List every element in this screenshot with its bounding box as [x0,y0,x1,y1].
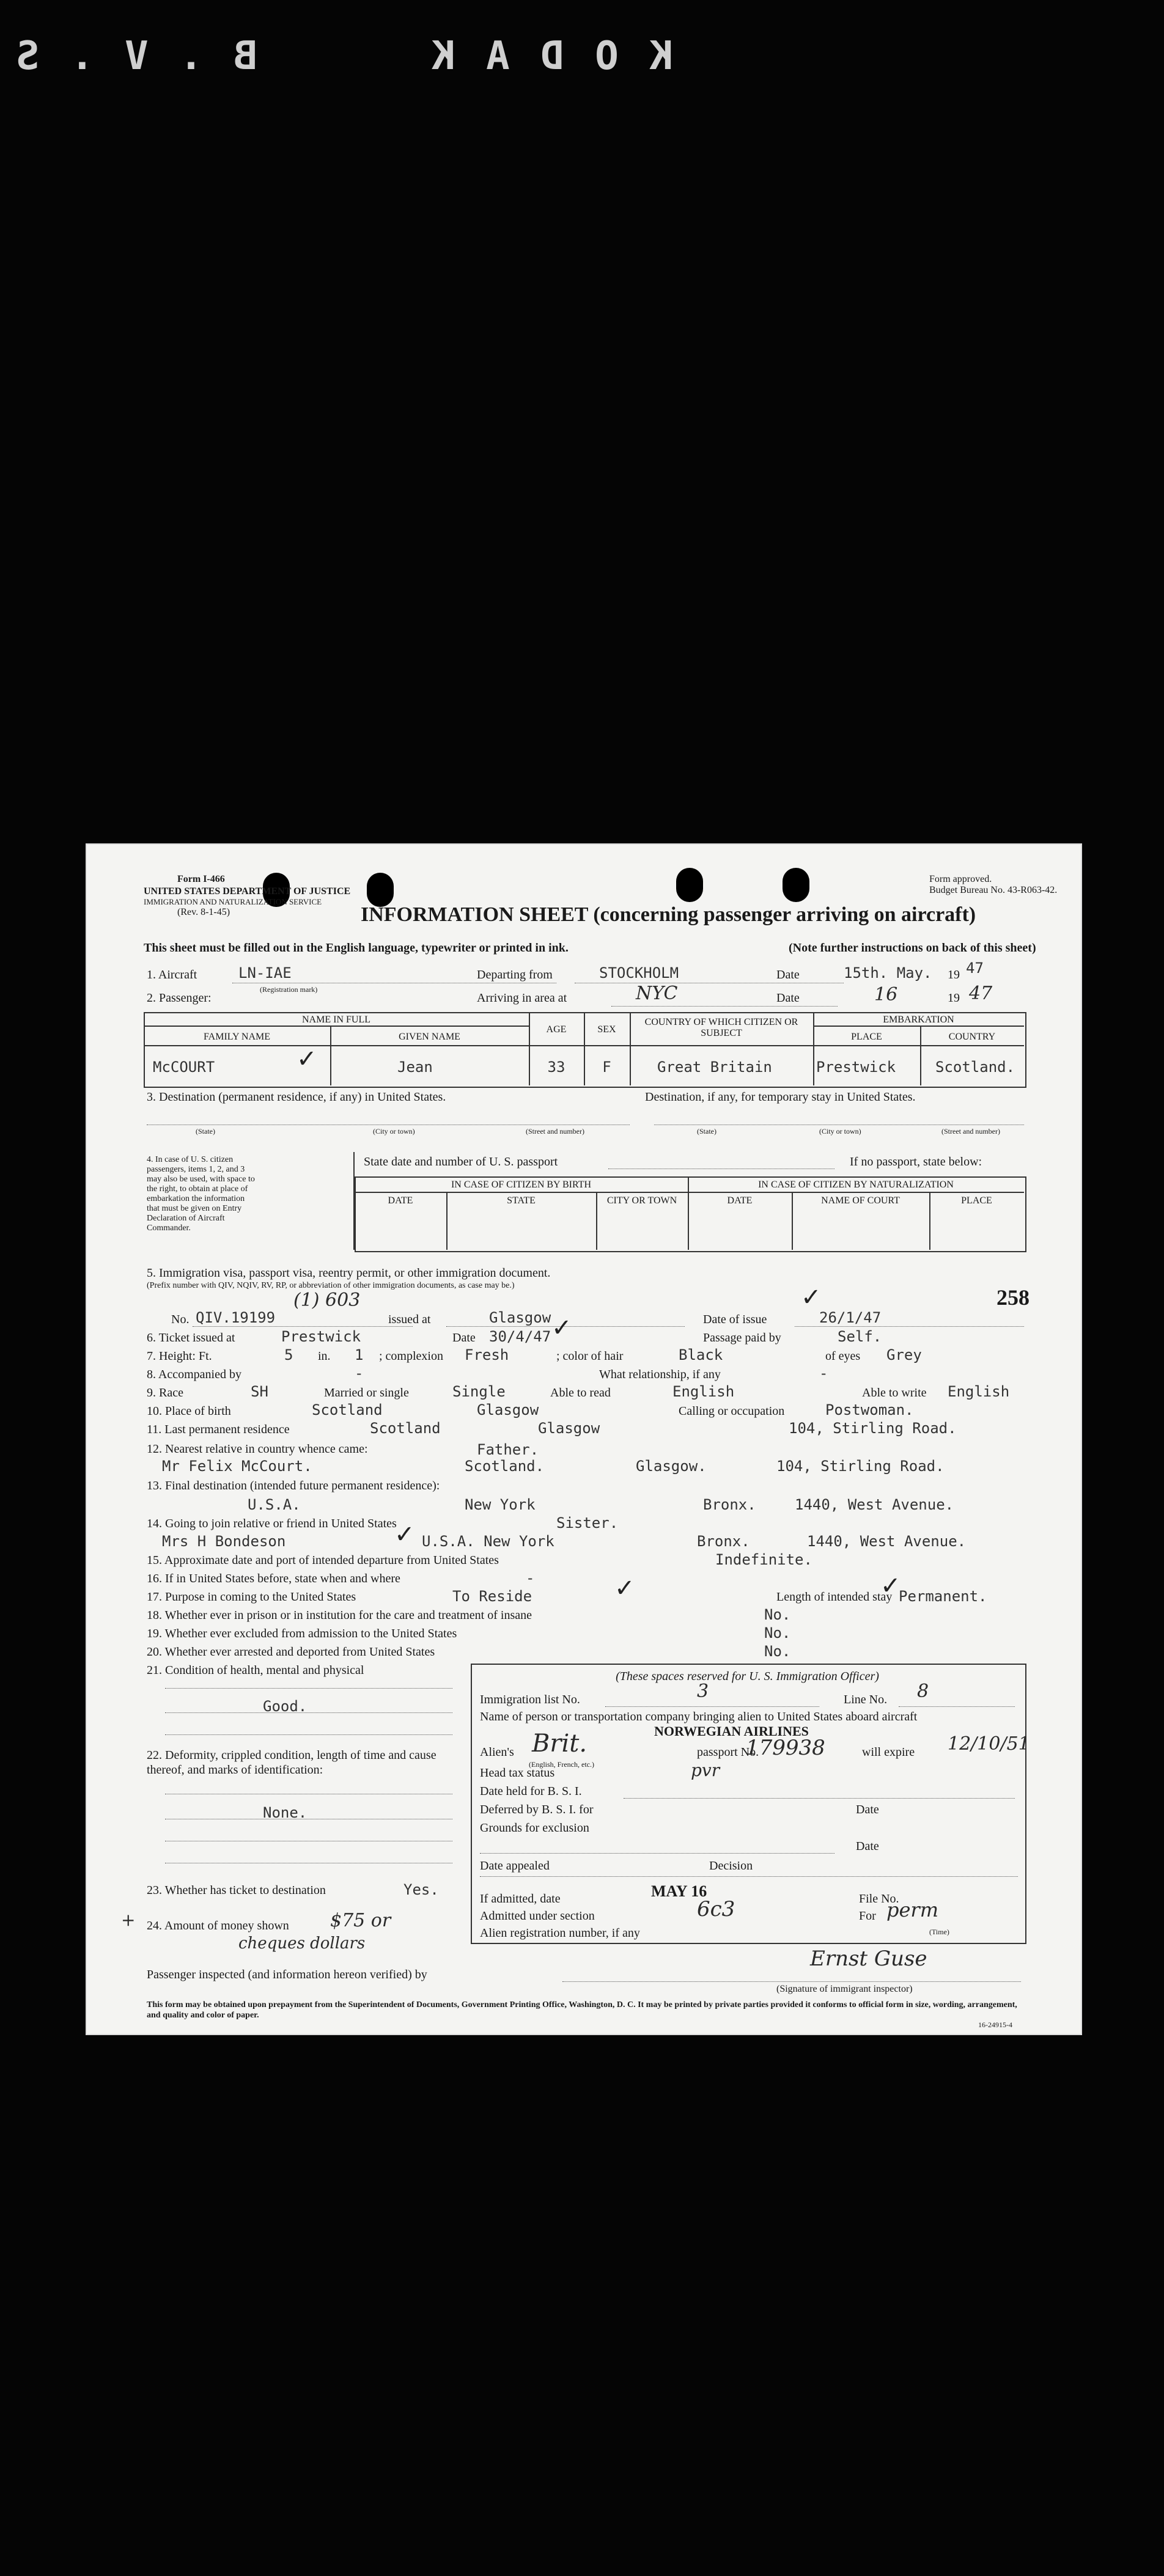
item10-country-value: Scotland [312,1401,383,1418]
officer-decision: Decision [709,1859,753,1873]
officer-appealed: Date appealed [480,1859,550,1873]
nat-place-header: PLACE [961,1195,992,1206]
item12-country-value: Scotland. [465,1458,545,1475]
item16-value: - [526,1569,535,1587]
officer-aliens-value: Brit. [532,1730,588,1758]
nat-date-header: DATE [727,1195,753,1206]
country-citizen-header: COUNTRY OF WHICH CITIZEN OR SUBJECT [644,1017,798,1038]
item17-label: 17. Purpose in coming to the United States [147,1590,356,1604]
item23-label: 23. Whether has ticket to destination [147,1884,326,1897]
given-name-header: GIVEN NAME [399,1032,460,1042]
item22-label: 22. Deformity, crippled condition, length of time and cause thereof, and marks of identification: [147,1749,437,1777]
item14-relation-value: Sister. [556,1514,619,1532]
item3-temp-state: (State) [697,1127,716,1136]
officer-section: Admitted under section [480,1909,595,1923]
information-sheet [86,843,1082,2035]
officer-for-value: perm [886,1898,939,1921]
officer-expire-label: will expire [862,1745,915,1759]
page-title: INFORMATION SHEET (concerning passenger arriving on aircraft) [361,903,976,926]
registration-mark: (Registration mark) [260,985,318,994]
item5-no-label: No. [171,1313,190,1326]
officer-date-stamp: MAY 16 [651,1882,707,1900]
family-name-value: McCOURT [153,1059,215,1076]
item11-country-value: Scotland [370,1420,441,1437]
plus-mark: + [121,1910,136,1930]
item7-hair-value: Black [679,1346,723,1363]
inspector-signature: Ernst Guse [810,1947,927,1971]
item3-temp-street: (Street and number) [941,1127,1000,1136]
item9-married-label: Married or single [324,1386,409,1400]
item3-state: (State) [196,1127,215,1136]
item9-write-label: Able to write [862,1386,927,1400]
item20-label: 20. Whether ever arrested and deported from United States [147,1645,435,1659]
officer-expire-value: 12/10/51 [948,1733,1030,1755]
officer-head-tax: Head tax status [480,1766,555,1780]
item9-read-label: Able to read [550,1386,611,1400]
officer-aliens-label: Alien's [480,1745,514,1759]
officer-company: NORWEGIAN AIRLINES [654,1723,809,1739]
item12-name-value: Mr Felix McCourt. [162,1458,312,1475]
item12-city-value: Glasgow. [636,1458,707,1475]
item5-prefix: (Prefix number with QIV, NQIV, RV, RP, or abbreviation of other immigration documents, as case may be.) [147,1281,515,1290]
item21-label: 21. Condition of health, mental and physical [147,1664,364,1677]
item15-value: Indefinite. [715,1551,812,1568]
citizen-birth-header: IN CASE OF CITIZEN BY BIRTH [451,1180,592,1190]
item12-label: 12. Nearest relative in country whence came: [147,1442,368,1456]
item6-label: 6. Ticket issued at [147,1331,235,1345]
note: (Note further instructions on back of this sheet) [789,941,1036,955]
departing-value: STOCKHOLM [599,964,679,982]
item12-relation-value: Father. [477,1441,539,1458]
item13-street-value: 1440, West Avenue. [795,1496,954,1513]
officer-line-no-value: 8 [917,1681,929,1702]
item17-value: To Reside [452,1588,532,1605]
date-label: Date [776,968,800,982]
item8-relationship-value: - [819,1365,828,1382]
birth-date-header: DATE [388,1195,413,1206]
nat-court-header: NAME OF COURT [821,1195,900,1206]
item7-hair-label: ; color of hair [556,1349,624,1363]
item9-write-value: English [948,1383,1010,1400]
family-name-header: FAMILY NAME [203,1032,271,1042]
item17-length-label: Length of intended stay [776,1590,893,1604]
item7-complexion-value: Fresh [465,1346,509,1363]
officer-passport-value: 179938 [746,1736,825,1760]
item6-paid-value: Self. [838,1328,882,1345]
officer-time: (Time) [929,1928,949,1936]
item9-label: 9. Race [147,1386,183,1400]
item19-label: 19. Whether ever excluded from admission to the United States [147,1627,457,1640]
item3-temp-label: Destination, if any, for temporary stay in United States. [645,1090,916,1104]
departing-label: Departing from [477,968,553,982]
citizen-value: Great Britain [657,1059,772,1076]
given-name-value: Jean [397,1059,433,1076]
item9-married-value: Single [452,1383,506,1400]
item10-occupation-value: Postwoman. [825,1401,914,1418]
sex-header: SEX [597,1024,616,1035]
place-header: PLACE [851,1032,882,1042]
item11-street-value: 104, Stirling Road. [789,1420,957,1437]
form-number: Form I-466 [177,874,225,884]
birth-city-header: CITY OR TOWN [606,1195,677,1206]
item3-city: (City or town) [373,1127,415,1136]
footer-signature-label: (Signature of immigrant inspector) [776,1984,913,1994]
year2-value: 47 [969,983,993,1004]
film-strip [0,0,1164,92]
department: UNITED STATES DEPARTMENT OF JUSTICE [144,886,351,897]
officer-alien-reg: Alien registration number, if any [480,1926,640,1940]
officer-deferred-date: Date [856,1803,879,1816]
approved: Form approved. [929,874,992,884]
footer-print-note: This form may be obtained upon prepayment from the Superintendent of Documents, Government Printing Office, Washington, D. C. It may be printed by private parties provided it conforms to official form in size, wording, arrangement, and quality and color of paper. [147,2000,1017,2020]
item8-value: - [355,1365,364,1382]
film-mark-right: K O D A K [428,34,673,79]
checkmark-icon: ✓ [614,1574,635,1602]
revision: (Rev. 8-1-45) [177,907,230,917]
item4-text: 4. In case of U. S. citizen passengers, items 1, 2, and 3 may also be used, with space to the right, to obtain at place of embarkation the information that must be given on Entry Declaration of Aircraft Commander. [147,1155,255,1233]
officer-english-note: (English, French, etc.) [529,1760,594,1769]
item14-street-value: 1440, West Avenue. [807,1533,967,1550]
officer-file-no: File No. [859,1892,899,1906]
item7-ft-value: 5 [284,1346,293,1363]
checkmark-icon: ✓ [801,1283,822,1312]
item5-date-issue-label: Date of issue [703,1313,767,1326]
officer-list-no-value: 3 [697,1681,709,1702]
item3-label: 3. Destination (permanent residence, if any) in United States. [147,1090,446,1104]
item12-street-value: 104, Stirling Road. [776,1458,945,1475]
item19-value: No. [764,1624,791,1642]
birth-state-header: STATE [507,1195,536,1206]
item16-label: 16. If in United States before, state when and where [147,1572,400,1585]
sex-value: F [602,1059,611,1076]
budget-number: Budget Bureau No. 43-R063-42. [929,885,1058,895]
date1-value: 15th. May. [844,964,932,982]
item15-label: 15. Approximate date and port of intended departure from United States [147,1554,499,1567]
checkmark-icon: ✓ [551,1314,572,1342]
item10-occupation-label: Calling or occupation [679,1404,785,1418]
item7-label: 7. Height: Ft. [147,1349,212,1363]
item4-no-passport: If no passport, state below: [850,1155,982,1169]
item8-label: 8. Accompanied by [147,1368,241,1381]
item10-city-value: Glasgow [477,1401,539,1418]
embarkation-header: EMBARKATION [883,1015,954,1025]
footer-code: 16-24915-4 [978,2020,1012,2029]
aircraft-value: LN-IAE [238,964,292,982]
item3-temp-city: (City or town) [819,1127,861,1136]
item23-value: Yes. [403,1881,439,1898]
item24-note: cheques dollars [238,1934,366,1953]
aircraft-label: 1. Aircraft [147,968,197,982]
footer-inspected: Passenger inspected (and information hereon verified) by [147,1968,427,1981]
name-in-full-header: NAME IN FULL [302,1015,370,1025]
item18-label: 18. Whether ever in prison or in institution for the care and treatment of insane [147,1609,532,1622]
item14-place-value: U.S.A. New York [422,1533,554,1550]
embark-country-value: Scotland. [935,1059,1015,1076]
item24-value: $75 or [330,1910,391,1931]
officer-passport-label: passport No. [697,1745,759,1759]
instruction: This sheet must be filled out in the English language, typewriter or printed in ink. [144,941,569,955]
item14-name-value: Mrs H Bondeson [162,1533,286,1550]
citizen-naturalization-header: IN CASE OF CITIZEN BY NATURALIZATION [758,1180,954,1190]
item9-read-value: English [672,1383,735,1400]
punch-hole [676,868,703,902]
item17-length-value: Permanent. [899,1588,987,1605]
country-header: COUNTRY [948,1032,996,1042]
page-stamp-number: 258 [996,1285,1030,1310]
item10-label: 10. Place of birth [147,1404,231,1418]
officer-date-bsi: Date held for B. S. I. [480,1785,582,1798]
year2-prefix: 19 [948,991,960,1005]
officer-transport-label: Name of person or transportation company bringing alien to United States aboard aircraft [480,1710,918,1723]
item6-paid-label: Passage paid by [703,1331,781,1345]
film-mark-left: B . V . S [12,34,257,79]
item5-issued-at-label: issued at [388,1313,431,1326]
item6-value: Prestwick [281,1328,361,1345]
age-header: AGE [546,1024,567,1035]
item6-date-label: Date [452,1331,476,1345]
item7-eyes-value: Grey [886,1346,922,1363]
date2-value: 16 [874,984,898,1005]
officer-grounds: Grounds for exclusion [480,1821,589,1835]
checkmark-icon: ✓ [880,1572,901,1600]
item11-label: 11. Last permanent residence [147,1423,290,1436]
item5-hand-number: (1) 603 [293,1290,361,1311]
checkmark-icon: ✓ [297,1045,317,1073]
item5-issued-at-value: Glasgow [489,1309,551,1326]
officer-admitted: If admitted, date [480,1892,561,1906]
item24-label: 24. Amount of money shown [147,1919,289,1932]
year1-value: 47 [966,960,984,977]
item7-in-value: 1 [355,1346,364,1363]
item14-city-value: Bronx. [697,1533,750,1550]
officer-for: For [859,1909,876,1923]
service: IMMIGRATION AND NATURALIZATION SERVICE [144,897,322,906]
age-value: 33 [547,1059,565,1076]
item14-label: 14. Going to join relative or friend in United States [147,1517,397,1530]
item13-city-value: Bronx. [703,1496,756,1513]
item22-value: None. [263,1804,308,1821]
year-prefix: 19 [948,968,960,982]
punch-hole [367,873,394,907]
officer-grounds-date: Date [856,1840,879,1853]
item5-label: 5. Immigration visa, passport visa, reentry permit, or other immigration document. [147,1266,551,1280]
arriving-value: NYC [636,983,678,1004]
item4-state-passport: State date and number of U. S. passport [364,1155,558,1169]
item13-label: 13. Final destination (intended future permanent residence): [147,1479,440,1492]
checkmark-icon: ✓ [394,1521,415,1549]
officer-list-no-label: Immigration list No. [480,1693,580,1706]
passenger-label: 2. Passenger: [147,991,212,1005]
officer-deferred: Deferred by B. S. I. for [480,1803,594,1816]
item8-relationship-label: What relationship, if any [599,1368,721,1381]
officer-line-no-label: Line No. [844,1693,888,1706]
item13-country-value: U.S.A. [248,1496,301,1513]
date2-label: Date [776,991,800,1005]
item18-value: No. [764,1606,791,1623]
officer-section-value: 6c3 [697,1897,735,1921]
item21-value: Good. [263,1698,308,1715]
embark-place-value: Prestwick [816,1059,896,1076]
item7-complexion-label: ; complexion [379,1349,443,1363]
officer-pvr: pvr [691,1760,720,1780]
punch-hole [783,868,809,902]
item13-state-value: New York [465,1496,536,1513]
officer-title: (These spaces reserved for U. S. Immigration Officer) [616,1670,879,1683]
item3-street: (Street and number) [526,1127,584,1136]
item6-date-value: 30/4/47 [489,1328,551,1345]
item5-date-issue-value: 26/1/47 [819,1309,882,1326]
arriving-label: Arriving in area at [477,991,567,1005]
item7-in-label: in. [318,1349,331,1363]
item7-eyes-label: of eyes [825,1349,861,1363]
item9-race-value: SH [251,1383,268,1400]
item11-city-value: Glasgow [538,1420,600,1437]
item5-no-value: QIV.19199 [196,1309,276,1326]
item20-value: No. [764,1643,791,1660]
